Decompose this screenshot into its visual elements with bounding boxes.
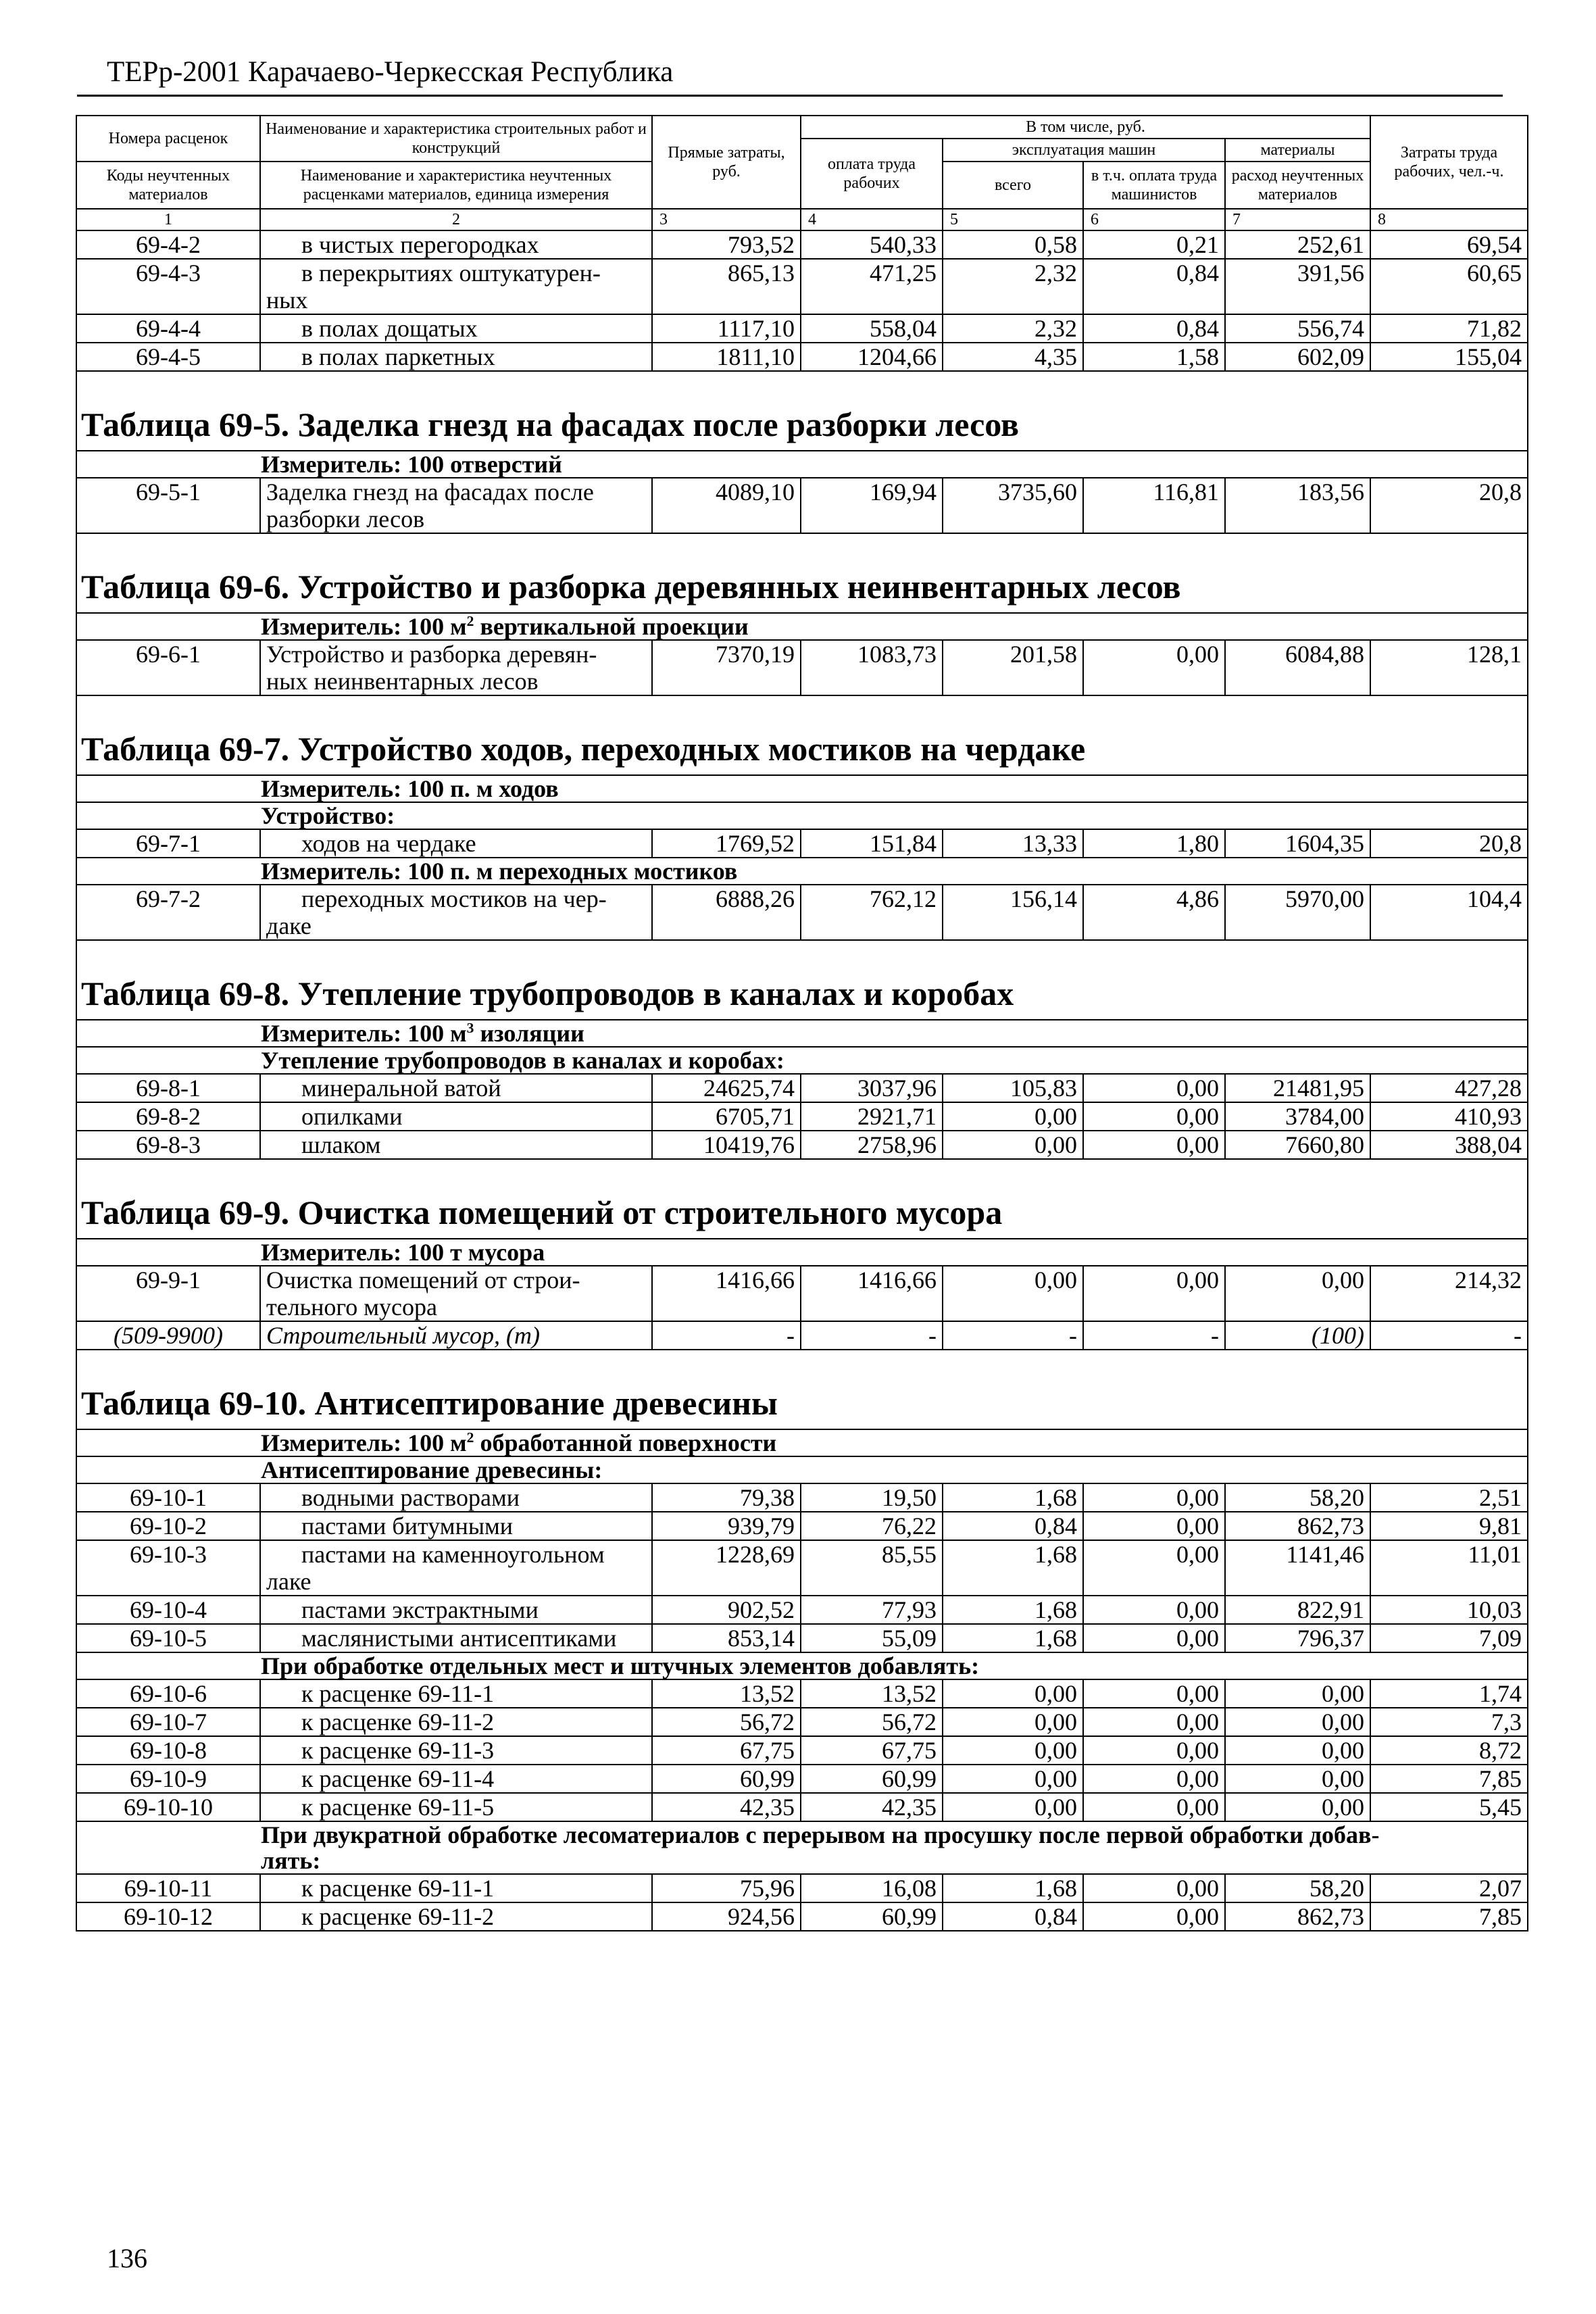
- table-row: [76, 1679, 1528, 1708]
- machine-total: 156,14: [943, 885, 1083, 940]
- rate-code: 69-10-6: [76, 1679, 260, 1708]
- col-num: 5: [943, 209, 1083, 230]
- rate-name: к расценке 69-11-2: [260, 1708, 652, 1736]
- direct-cost: 13,52: [652, 1679, 801, 1708]
- direct-cost: 1117,10: [652, 314, 801, 343]
- material-consumption: (100): [1225, 1321, 1370, 1350]
- measure-row: [76, 775, 1528, 802]
- machinist-wage: 0,00: [1083, 1102, 1225, 1131]
- materials-cost: 5970,00: [1225, 885, 1370, 940]
- col-num: 6: [1083, 209, 1225, 230]
- machine-total: 1,68: [943, 1540, 1083, 1596]
- machine-total: 3735,60: [943, 478, 1083, 533]
- materials-cost: 862,73: [1225, 1902, 1370, 1931]
- labor-cost: 11,01: [1370, 1540, 1528, 1596]
- rate-code: 69-10-12: [76, 1902, 260, 1931]
- direct-cost: 865,13: [652, 259, 801, 314]
- material-code: (509-9900): [76, 1321, 260, 1350]
- direct-cost: 60,99: [652, 1765, 801, 1793]
- measure-unit: Измеритель: 100 п. м переходных мостиков: [76, 858, 1528, 885]
- direct-cost: 902,52: [652, 1596, 801, 1624]
- materials-cost: 0,00: [1225, 1793, 1370, 1821]
- rate-code: 69-10-8: [76, 1736, 260, 1765]
- rate-name: переходных мостиков на чер- даке: [260, 885, 652, 940]
- table-row: [76, 1793, 1528, 1821]
- header-rule: [77, 95, 1503, 97]
- section-title: Таблица 69-5. Заделка гнезд на фасадах после разборки лесов: [76, 371, 1528, 451]
- wage-cost: 16,08: [801, 1874, 943, 1902]
- section-title-row: [76, 533, 1528, 613]
- machine-total: 0,00: [943, 1736, 1083, 1765]
- materials-cost: 0,00: [1225, 1266, 1370, 1321]
- table-row: [76, 1102, 1528, 1131]
- wage-cost: 55,09: [801, 1624, 943, 1652]
- machinist-wage: 0,00: [1083, 1874, 1225, 1902]
- machinist-wage: 0,84: [1083, 314, 1225, 343]
- table-row: [76, 885, 1528, 940]
- rate-name: к расценке 69-11-1: [260, 1679, 652, 1708]
- rate-name: в чистых перегородках: [260, 230, 652, 259]
- section-title-row: [76, 1350, 1528, 1429]
- wage-cost: 1416,66: [801, 1266, 943, 1321]
- machinist-wage: 0,00: [1083, 1736, 1225, 1765]
- wage-cost: 540,33: [801, 230, 943, 259]
- table-row: [76, 1131, 1528, 1159]
- labor-cost: 2,51: [1370, 1483, 1528, 1512]
- rate-code: 69-10-9: [76, 1765, 260, 1793]
- labor-cost: 7,3: [1370, 1708, 1528, 1736]
- hdr-unaccounted: расход неучтенных материалов: [1225, 162, 1370, 209]
- hdr-including: В том числе, руб.: [801, 116, 1370, 139]
- rate-code: 69-9-1: [76, 1266, 260, 1321]
- table-row: [76, 1266, 1528, 1321]
- rate-name: ходов на чердаке: [260, 829, 652, 858]
- direct-cost: 24625,74: [652, 1074, 801, 1102]
- materials-cost: 58,20: [1225, 1483, 1370, 1512]
- wage-cost: -: [801, 1321, 943, 1350]
- machine-total: 201,58: [943, 640, 1083, 695]
- rate-name: к расценке 69-11-4: [260, 1765, 652, 1793]
- rate-code: 69-8-3: [76, 1131, 260, 1159]
- materials-cost: 796,37: [1225, 1624, 1370, 1652]
- measure-row: [76, 1020, 1528, 1047]
- rate-name: в перекрытиях оштукатурен- ных: [260, 259, 652, 314]
- rate-code: 69-10-1: [76, 1483, 260, 1512]
- page-number: 136: [107, 2243, 147, 2273]
- wage-cost: 558,04: [801, 314, 943, 343]
- col-num: 2: [260, 209, 652, 230]
- machinist-wage: 0,00: [1083, 1596, 1225, 1624]
- direct-cost: 853,14: [652, 1624, 801, 1652]
- subheading-row: [76, 802, 1528, 829]
- machinist-wage: 0,00: [1083, 1765, 1225, 1793]
- wage-cost: 76,22: [801, 1512, 943, 1540]
- hdr-name2: Наименование и характеристика неучтенных расценками материалов, единица измерения: [260, 162, 652, 209]
- rate-code: 69-8-1: [76, 1074, 260, 1102]
- machinist-wage: 4,86: [1083, 885, 1225, 940]
- material-row: [76, 1321, 1528, 1350]
- measure-unit: Измеритель: 100 $м^2$ вертикальной проекции: [76, 613, 1528, 640]
- page-header-title: ТЕРр-2001 Карачаево-Черкесская Республика: [107, 56, 674, 88]
- col-num: 8: [1370, 209, 1528, 230]
- section-title: Таблица 69-7. Устройство ходов, переходных мостиков на чердаке: [76, 695, 1528, 775]
- machine-total: 0,00: [943, 1793, 1083, 1821]
- labor-cost: 7,85: [1370, 1902, 1528, 1931]
- wage-cost: 13,52: [801, 1679, 943, 1708]
- wage-cost: 2921,71: [801, 1102, 943, 1131]
- table-row: [76, 1874, 1528, 1902]
- direct-cost: 1228,69: [652, 1540, 801, 1596]
- measure-unit: Измеритель: 100 т мусора: [76, 1239, 1528, 1266]
- measure-unit: Измеритель: 100 п. м ходов: [76, 775, 1528, 802]
- labor-cost: 5,45: [1370, 1793, 1528, 1821]
- wage-cost: 151,84: [801, 829, 943, 858]
- col-num: 4: [801, 209, 943, 230]
- machine-total: 2,32: [943, 314, 1083, 343]
- rate-code: 69-4-2: [76, 230, 260, 259]
- machinist-wage: 116,81: [1083, 478, 1225, 533]
- machine-total: 1,68: [943, 1624, 1083, 1652]
- wage-cost: 2758,96: [801, 1131, 943, 1159]
- measure-unit: Измеритель: 100 отверстий: [76, 451, 1528, 478]
- rate-name: Заделка гнезд на фасадах после разборки лесов: [260, 478, 652, 533]
- machinist-wage: 1,80: [1083, 829, 1225, 858]
- machinist-wage: 0,00: [1083, 640, 1225, 695]
- machine-total: 0,58: [943, 230, 1083, 259]
- table-row: [76, 1624, 1528, 1652]
- hdr-machines-total: всего: [943, 162, 1083, 209]
- table-row: [76, 343, 1528, 371]
- machinist-wage: 0,21: [1083, 230, 1225, 259]
- hdr-labor: Затраты труда рабочих, чел.-ч.: [1370, 116, 1528, 209]
- labor-cost: 104,4: [1370, 885, 1528, 940]
- materials-cost: 7660,80: [1225, 1131, 1370, 1159]
- wage-cost: 42,35: [801, 1793, 943, 1821]
- rate-name: к расценке 69-11-2: [260, 1902, 652, 1931]
- direct-cost: -: [652, 1321, 801, 1350]
- rate-code: 69-10-3: [76, 1540, 260, 1596]
- section-title: Таблица 69-8. Утепление трубопроводов в каналах и коробах: [76, 940, 1528, 1020]
- col-num: 1: [76, 209, 260, 230]
- labor-cost: 20,8: [1370, 829, 1528, 858]
- section-title: Таблица 69-10. Антисептирование древесины: [76, 1350, 1528, 1429]
- direct-cost: 939,79: [652, 1512, 801, 1540]
- table-row: [76, 1596, 1528, 1624]
- subheading-row: [76, 1456, 1528, 1483]
- subheading: При двукратной обработке лесоматериалов с перерывом на просушку после первой обработки добав- лять:: [76, 1821, 1528, 1874]
- measure-unit: Измеритель: 100 $м^2$ обработанной поверхности: [76, 1429, 1528, 1456]
- table-row: [76, 1074, 1528, 1102]
- machinist-wage: 0,00: [1083, 1708, 1225, 1736]
- wage-cost: 19,50: [801, 1483, 943, 1512]
- table-row: [76, 1765, 1528, 1793]
- table-row: [76, 259, 1528, 314]
- materials-cost: 391,56: [1225, 259, 1370, 314]
- rate-name: пастами на каменноугольном лаке: [260, 1540, 652, 1596]
- machinist-wage: 0,00: [1083, 1074, 1225, 1102]
- hdr-machines: эксплуатация машин: [943, 139, 1225, 162]
- rate-name: к расценке 69-11-1: [260, 1874, 652, 1902]
- wage-cost: 67,75: [801, 1736, 943, 1765]
- rate-name: пастами битумными: [260, 1512, 652, 1540]
- col-num: 7: [1225, 209, 1370, 230]
- machine-total: 0,84: [943, 1512, 1083, 1540]
- materials-cost: 862,73: [1225, 1512, 1370, 1540]
- machinist-wage: 0,00: [1083, 1902, 1225, 1931]
- section-title-row: [76, 371, 1528, 451]
- rate-name: опилками: [260, 1102, 652, 1131]
- wage-cost: 60,99: [801, 1765, 943, 1793]
- col-num: 3: [652, 209, 801, 230]
- wage-cost: 471,25: [801, 259, 943, 314]
- section-title: Таблица 69-6. Устройство и разборка деревянных неинвентарных лесов: [76, 533, 1528, 613]
- machinist-wage: 0,84: [1083, 259, 1225, 314]
- hdr-materials: материалы: [1225, 139, 1370, 162]
- rate-code: 69-10-11: [76, 1874, 260, 1902]
- wage-cost: 169,94: [801, 478, 943, 533]
- rate-code: 69-4-3: [76, 259, 260, 314]
- machinist-wage: 0,00: [1083, 1624, 1225, 1652]
- direct-cost: 6705,71: [652, 1102, 801, 1131]
- labor-cost: 214,32: [1370, 1266, 1528, 1321]
- materials-cost: 556,74: [1225, 314, 1370, 343]
- materials-cost: 0,00: [1225, 1679, 1370, 1708]
- labor-cost: 128,1: [1370, 640, 1528, 695]
- labor-cost: 1,74: [1370, 1679, 1528, 1708]
- section-title: Таблица 69-9. Очистка помещений от строительного мусора: [76, 1159, 1528, 1239]
- labor-cost: 69,54: [1370, 230, 1528, 259]
- table-row: [76, 829, 1528, 858]
- subheading-row: [76, 1821, 1528, 1874]
- rate-code: 69-10-2: [76, 1512, 260, 1540]
- materials-cost: 602,09: [1225, 343, 1370, 371]
- labor-cost: 20,8: [1370, 478, 1528, 533]
- labor-cost: 60,65: [1370, 259, 1528, 314]
- subheading: Утепление трубопроводов в каналах и коробах:: [76, 1047, 1528, 1074]
- rate-name: в полах паркетных: [260, 343, 652, 371]
- materials-cost: 3784,00: [1225, 1102, 1370, 1131]
- hdr-wage: оплата труда рабочих: [801, 139, 943, 209]
- direct-cost: 6888,26: [652, 885, 801, 940]
- labor-cost: -: [1370, 1321, 1528, 1350]
- materials-cost: 183,56: [1225, 478, 1370, 533]
- rate-code: 69-7-1: [76, 829, 260, 858]
- section-title-row: [76, 695, 1528, 775]
- machinist-wage: 1,58: [1083, 343, 1225, 371]
- materials-cost: 252,61: [1225, 230, 1370, 259]
- wage-cost: 85,55: [801, 1540, 943, 1596]
- labor-cost: 410,93: [1370, 1102, 1528, 1131]
- wage-cost: 1204,66: [801, 343, 943, 371]
- rate-code: 69-10-4: [76, 1596, 260, 1624]
- machinist-wage: 0,00: [1083, 1512, 1225, 1540]
- wage-cost: 3037,96: [801, 1074, 943, 1102]
- rate-name: к расценке 69-11-3: [260, 1736, 652, 1765]
- direct-cost: 75,96: [652, 1874, 801, 1902]
- rate-name: Очистка помещений от строи- тельного мусора: [260, 1266, 652, 1321]
- machine-total: -: [943, 1321, 1083, 1350]
- subheading: Антисептирование древесины:: [76, 1456, 1528, 1483]
- direct-cost: 1811,10: [652, 343, 801, 371]
- machine-total: 1,68: [943, 1596, 1083, 1624]
- machine-total: 4,35: [943, 343, 1083, 371]
- hdr-codes: Коды неучтенных материалов: [76, 162, 260, 209]
- direct-cost: 1416,66: [652, 1266, 801, 1321]
- labor-cost: 10,03: [1370, 1596, 1528, 1624]
- labor-cost: 7,09: [1370, 1624, 1528, 1652]
- machine-total: 0,84: [943, 1902, 1083, 1931]
- table-row: [76, 1512, 1528, 1540]
- direct-cost: 42,35: [652, 1793, 801, 1821]
- rate-name: к расценке 69-11-5: [260, 1793, 652, 1821]
- direct-cost: 10419,76: [652, 1131, 801, 1159]
- rate-code: 69-5-1: [76, 478, 260, 533]
- rate-code: 69-7-2: [76, 885, 260, 940]
- wage-cost: 56,72: [801, 1708, 943, 1736]
- machine-total: 0,00: [943, 1708, 1083, 1736]
- direct-cost: 79,38: [652, 1483, 801, 1512]
- table-row: [76, 1708, 1528, 1736]
- measure-row: [76, 1239, 1528, 1266]
- machine-total: 0,00: [943, 1765, 1083, 1793]
- labor-cost: 9,81: [1370, 1512, 1528, 1540]
- rate-code: 69-10-10: [76, 1793, 260, 1821]
- rate-code: 69-10-5: [76, 1624, 260, 1652]
- rates-table: [76, 115, 1528, 1931]
- labor-cost: 388,04: [1370, 1131, 1528, 1159]
- rate-name: маслянистыми антисептиками: [260, 1624, 652, 1652]
- labor-cost: 8,72: [1370, 1736, 1528, 1765]
- wage-cost: 762,12: [801, 885, 943, 940]
- direct-cost: 793,52: [652, 230, 801, 259]
- measure-row: [76, 451, 1528, 478]
- machine-total: 1,68: [943, 1483, 1083, 1512]
- machinist-wage: 0,00: [1083, 1131, 1225, 1159]
- header-row-1: [76, 116, 1528, 139]
- hdr-rate-numbers: Номера расценок: [76, 116, 260, 162]
- machine-total: 105,83: [943, 1074, 1083, 1102]
- labor-cost: 2,07: [1370, 1874, 1528, 1902]
- machinist-wage: 0,00: [1083, 1483, 1225, 1512]
- subheading: При обработке отдельных мест и штучных элементов добавлять:: [76, 1652, 1528, 1679]
- table-row: [76, 1540, 1528, 1596]
- table-row: [76, 1483, 1528, 1512]
- materials-cost: 21481,95: [1225, 1074, 1370, 1102]
- hdr-name: Наименование и характеристика строительных работ и конструкций: [260, 116, 652, 162]
- machine-total: 1,68: [943, 1874, 1083, 1902]
- machine-total: 0,00: [943, 1102, 1083, 1131]
- column-numbers-row: [76, 209, 1528, 230]
- machine-total: 0,00: [943, 1131, 1083, 1159]
- subheading: Устройство:: [76, 802, 1528, 829]
- wage-cost: 1083,73: [801, 640, 943, 695]
- machinist-wage: 0,00: [1083, 1266, 1225, 1321]
- materials-cost: 0,00: [1225, 1708, 1370, 1736]
- rate-name: водными растворами: [260, 1483, 652, 1512]
- labor-cost: 155,04: [1370, 343, 1528, 371]
- section-title-row: [76, 1159, 1528, 1239]
- wage-cost: 77,93: [801, 1596, 943, 1624]
- rate-code: 69-8-2: [76, 1102, 260, 1131]
- direct-cost: 67,75: [652, 1736, 801, 1765]
- rate-code: 69-6-1: [76, 640, 260, 695]
- machine-total: 2,32: [943, 259, 1083, 314]
- table-row: [76, 478, 1528, 533]
- machinist-wage: -: [1083, 1321, 1225, 1350]
- rate-code: 69-4-4: [76, 314, 260, 343]
- direct-cost: 56,72: [652, 1708, 801, 1736]
- machine-total: 0,00: [943, 1266, 1083, 1321]
- rate-name: минеральной ватой: [260, 1074, 652, 1102]
- hdr-machinist-wage: в т.ч. оплата труда машинистов: [1083, 162, 1225, 209]
- machine-total: 13,33: [943, 829, 1083, 858]
- measure-row: [76, 858, 1528, 885]
- section-title-row: [76, 940, 1528, 1020]
- materials-cost: 58,20: [1225, 1874, 1370, 1902]
- subheading-row: [76, 1047, 1528, 1074]
- direct-cost: 4089,10: [652, 478, 801, 533]
- rate-name: в полах дощатых: [260, 314, 652, 343]
- measure-row: [76, 1429, 1528, 1456]
- direct-cost: 1769,52: [652, 829, 801, 858]
- materials-cost: 822,91: [1225, 1596, 1370, 1624]
- subheading-row: [76, 1652, 1528, 1679]
- rate-name: шлаком: [260, 1131, 652, 1159]
- machine-total: 0,00: [943, 1679, 1083, 1708]
- materials-cost: 0,00: [1225, 1736, 1370, 1765]
- rate-code: 69-10-7: [76, 1708, 260, 1736]
- labor-cost: 7,85: [1370, 1765, 1528, 1793]
- materials-cost: 1141,46: [1225, 1540, 1370, 1596]
- machinist-wage: 0,00: [1083, 1679, 1225, 1708]
- materials-cost: 1604,35: [1225, 829, 1370, 858]
- materials-cost: 0,00: [1225, 1765, 1370, 1793]
- rate-name: Устройство и разборка деревян- ных неинвентарных лесов: [260, 640, 652, 695]
- machinist-wage: 0,00: [1083, 1540, 1225, 1596]
- rate-name: пастами экстрактными: [260, 1596, 652, 1624]
- rate-code: 69-4-5: [76, 343, 260, 371]
- hdr-direct-costs: Прямые затраты, руб.: [652, 116, 801, 209]
- measure-row: [76, 613, 1528, 640]
- table-row: [76, 1736, 1528, 1765]
- direct-cost: 7370,19: [652, 640, 801, 695]
- table-row: [76, 640, 1528, 695]
- table-row: [76, 1902, 1528, 1931]
- direct-cost: 924,56: [652, 1902, 801, 1931]
- wage-cost: 60,99: [801, 1902, 943, 1931]
- labor-cost: 427,28: [1370, 1074, 1528, 1102]
- machinist-wage: 0,00: [1083, 1793, 1225, 1821]
- materials-cost: 6084,88: [1225, 640, 1370, 695]
- labor-cost: 71,82: [1370, 314, 1528, 343]
- measure-unit: Измеритель: 100 $м^3$ изоляции: [76, 1020, 1528, 1047]
- table-row: [76, 230, 1528, 259]
- table-row: [76, 314, 1528, 343]
- material-name: Строительный мусор, (т): [260, 1321, 652, 1350]
